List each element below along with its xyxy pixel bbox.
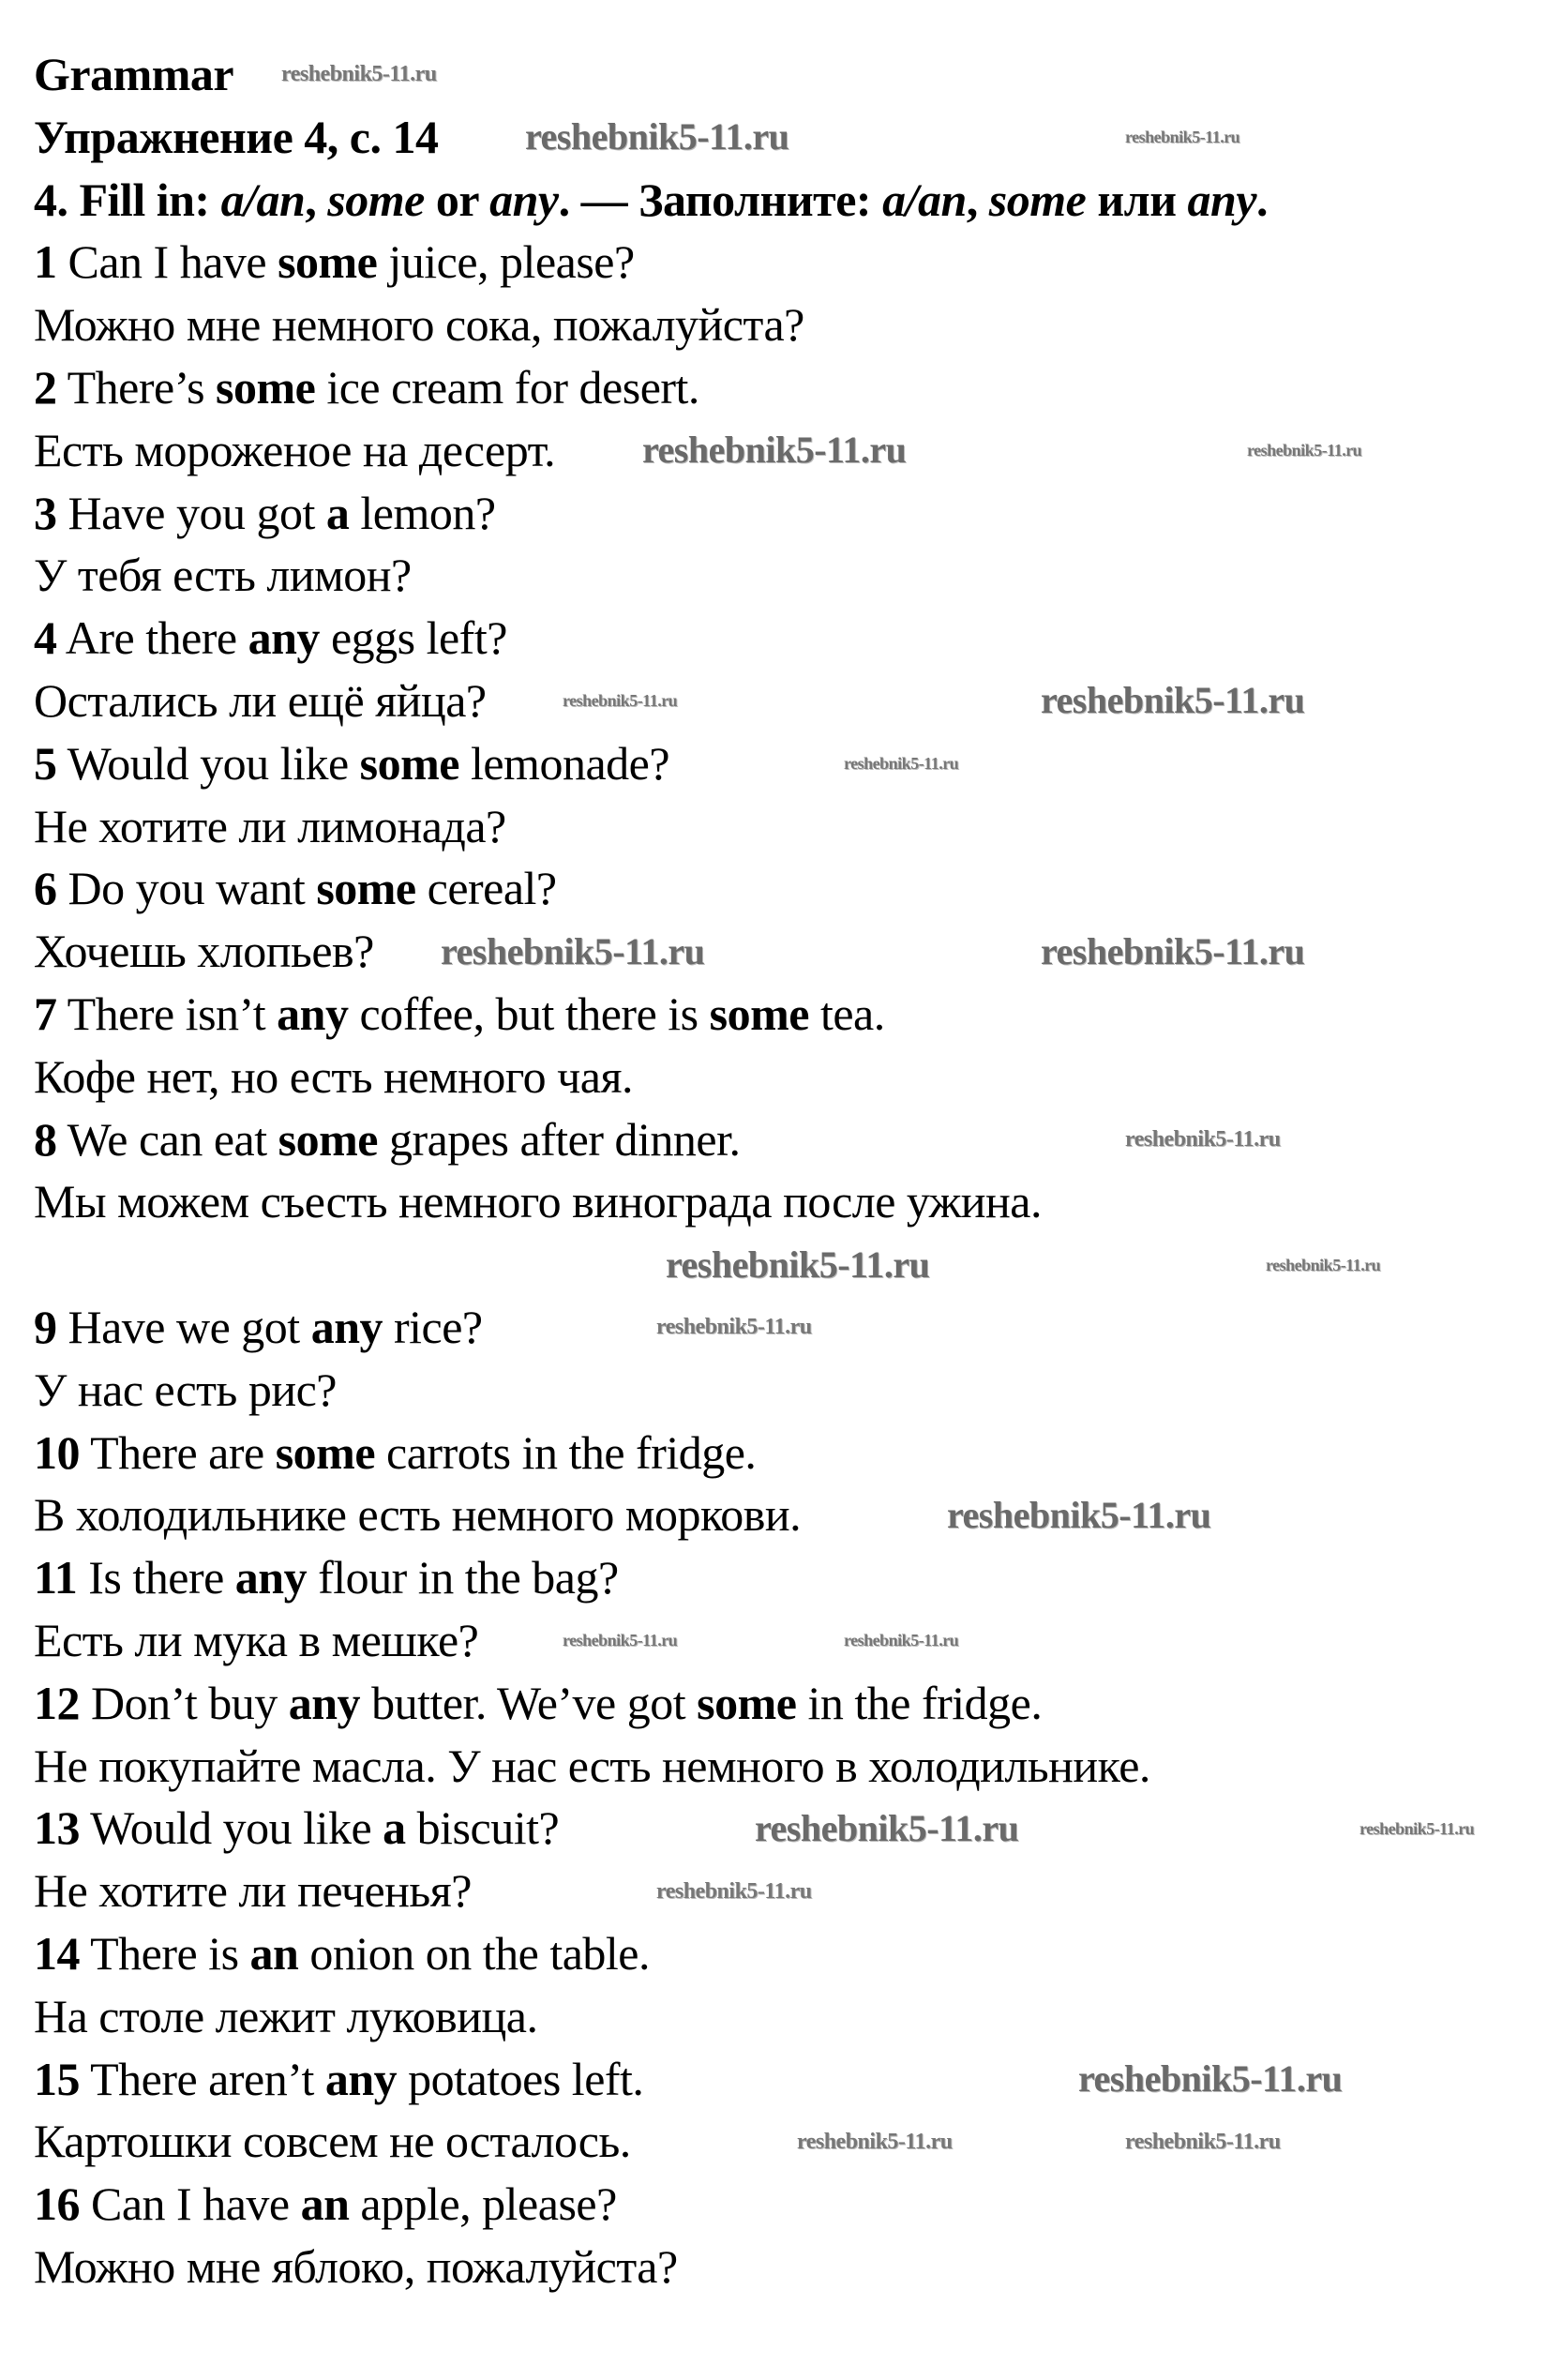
bold-text: or xyxy=(424,173,490,226)
russian-translation xyxy=(34,670,1534,732)
bold-text: 4 xyxy=(34,611,57,665)
bold-text: some xyxy=(216,360,316,414)
bold-text: a xyxy=(383,1801,406,1855)
text-segment: apple, please? xyxy=(349,2177,617,2231)
translation-text: У тебя есть лимон? xyxy=(34,549,412,602)
bold-text: an xyxy=(249,1926,299,1980)
bold-text: 3 xyxy=(34,486,57,539)
bold-text: 9 xyxy=(34,1300,57,1353)
bold-text: 15 xyxy=(34,2052,80,2105)
russian-translation xyxy=(34,920,1534,983)
watermark: reshebnik5-11.ru xyxy=(666,1243,930,1286)
bold-text: a xyxy=(325,486,350,539)
bold-text: any xyxy=(248,611,320,665)
english-sentence xyxy=(34,356,1534,419)
watermark: reshebnik5-11.ru xyxy=(1041,679,1305,722)
english-sentence xyxy=(34,732,1534,795)
russian-translation xyxy=(34,1046,1534,1108)
watermark: reshebnik5-11.ru xyxy=(281,62,437,87)
text-segment: rice? xyxy=(383,1300,483,1353)
watermark: reshebnik5-11.ru xyxy=(656,1878,812,1904)
watermark: reshebnik5-11.ru xyxy=(844,754,959,774)
bold-text: any xyxy=(324,2052,398,2105)
bold-text: an xyxy=(300,2177,350,2231)
text-segment: Would you like xyxy=(56,736,360,790)
english-sentence xyxy=(34,1546,1534,1609)
bold-text: some xyxy=(278,235,378,289)
text-segment: grapes after dinner. xyxy=(377,1112,741,1166)
watermark: reshebnik5-11.ru xyxy=(1266,1255,1381,1274)
bold-text: 10 xyxy=(34,1425,80,1479)
text-segment: carrots in the fridge. xyxy=(375,1425,757,1479)
translation-text: Есть ли мука в мешке? xyxy=(34,1613,479,1666)
text-segment: ice cream for desert. xyxy=(315,360,699,414)
section-heading: Grammar xyxy=(34,48,234,100)
watermark: reshebnik5-11.ru xyxy=(797,2129,953,2154)
translation-text: В холодильнике есть немного моркови. xyxy=(34,1488,802,1542)
text-segment: Have we got xyxy=(56,1300,311,1353)
text-segment: juice, please? xyxy=(377,235,635,289)
text-segment: There are xyxy=(80,1425,276,1479)
bold-text: 8 xyxy=(34,1112,57,1166)
watermark: reshebnik5-11.ru xyxy=(1125,2129,1281,2154)
bold-text: any xyxy=(288,1676,361,1729)
bold-text: any xyxy=(310,1300,383,1353)
bold-text: 4. Fill in: xyxy=(34,173,221,226)
watermark: reshebnik5-11.ru xyxy=(1078,2056,1343,2100)
bold-text: 7 xyxy=(34,987,57,1040)
bold-text: , xyxy=(966,173,989,226)
bold-text: 16 xyxy=(34,2177,80,2231)
translation-text: Не хотите ли лимонада? xyxy=(34,799,506,852)
english-sentence xyxy=(34,1422,1534,1484)
text-segment: Do you want xyxy=(56,862,317,915)
english-sentence xyxy=(34,231,1534,294)
bold-text: или xyxy=(1086,173,1188,226)
task-instruction xyxy=(34,169,1534,232)
bold-text: , xyxy=(305,173,328,226)
bold-text: some xyxy=(988,173,1087,226)
bold-text: some xyxy=(359,736,459,790)
english-sentence xyxy=(34,2173,1534,2236)
bold-text: some xyxy=(275,1425,376,1479)
watermark: reshebnik5-11.ru xyxy=(1125,128,1240,147)
watermark: reshebnik5-11.ru xyxy=(947,1493,1211,1536)
text-segment: coffee, but there is xyxy=(348,987,710,1040)
english-sentence xyxy=(34,607,1534,670)
text-segment: Are there xyxy=(56,611,248,665)
translation-text: На столе лежит луковица. xyxy=(34,1989,538,2042)
text-segment: Can I have xyxy=(80,2177,301,2231)
text-segment: There is xyxy=(80,1926,250,1980)
watermark: reshebnik5-11.ru xyxy=(1041,929,1305,972)
russian-translation xyxy=(34,2236,1534,2298)
text-segment: Would you like xyxy=(80,1801,383,1855)
text-segment: Have you got xyxy=(56,486,326,539)
bold-text: any xyxy=(277,987,349,1040)
translation-text: Хочешь хлопьев? xyxy=(34,925,374,978)
text-segment: potatoes left. xyxy=(397,2052,644,2105)
bold-text: 2 xyxy=(34,360,57,414)
exercise-document xyxy=(34,43,1534,2298)
watermark: reshebnik5-11.ru xyxy=(1359,1818,1475,1838)
translation-text: Не покупайте масла. У нас есть немного в холодильнике. xyxy=(34,1739,1150,1792)
english-sentence xyxy=(34,983,1534,1046)
russian-translation xyxy=(34,795,1534,858)
text-segment: in the fridge. xyxy=(796,1676,1043,1729)
bold-text: 14 xyxy=(34,1926,80,1980)
bold-text: 6 xyxy=(34,862,57,915)
russian-translation xyxy=(34,1735,1534,1798)
text-segment: onion on the table. xyxy=(298,1926,650,1980)
bold-text: any xyxy=(1187,173,1257,226)
russian-translation xyxy=(34,294,1534,356)
watermark: reshebnik5-11.ru xyxy=(755,1806,1019,1849)
watermark: reshebnik5-11.ru xyxy=(1125,1126,1281,1152)
watermark: reshebnik5-11.ru xyxy=(642,429,907,472)
translation-text: Можно мне немного сока, пожалуйста? xyxy=(34,298,804,352)
translation-text: У нас есть рис? xyxy=(34,1363,337,1416)
exercise-heading: Упражнение 4, с. 14 xyxy=(34,110,439,163)
watermark: reshebnik5-11.ru xyxy=(656,1315,812,1340)
english-sentence xyxy=(34,1108,1534,1171)
bold-text: a/an xyxy=(220,173,306,226)
russian-translation xyxy=(34,2110,1534,2173)
text-segment: cereal? xyxy=(415,862,557,915)
bold-text: . — Заполните: xyxy=(558,173,883,226)
text-segment: Don’t buy xyxy=(80,1676,289,1729)
text-segment: butter. We’ve got xyxy=(360,1676,698,1729)
translation-text: Есть мороженое на десерт. xyxy=(34,423,556,476)
bold-text: 13 xyxy=(34,1801,80,1855)
bold-text: some xyxy=(278,1112,378,1166)
russian-translation xyxy=(34,544,1534,607)
watermark: reshebnik5-11.ru xyxy=(563,691,678,711)
text-segment: lemon? xyxy=(349,486,496,539)
text-segment: Is there xyxy=(77,1551,235,1604)
translation-text: Остались ли ещё яйца? xyxy=(34,673,487,727)
english-sentence xyxy=(34,1922,1534,1985)
translation-text: Картошки совсем не осталось. xyxy=(34,2115,631,2168)
text-segment: tea. xyxy=(808,987,885,1040)
russian-translation xyxy=(34,1985,1534,2048)
bold-text: 11 xyxy=(34,1551,78,1604)
russian-translation xyxy=(34,1359,1534,1422)
translation-text: Кофе нет, но есть немного чая. xyxy=(34,1049,633,1103)
bold-text: 5 xyxy=(34,736,57,790)
translation-text: Мы можем съесть немного винограда после ужина. xyxy=(34,1175,1042,1228)
bold-text: some xyxy=(316,862,416,915)
text-segment: There aren’t xyxy=(80,2052,325,2105)
text-segment: There’s xyxy=(56,360,217,414)
bold-text: some xyxy=(697,1676,797,1729)
watermark: reshebnik5-11.ru xyxy=(525,115,789,158)
translation-text: Не хотите ли печенья? xyxy=(34,1864,472,1918)
russian-translation xyxy=(34,1170,1534,1233)
bold-text: . xyxy=(1256,173,1269,226)
text-segment: Can I have xyxy=(56,235,278,289)
text-segment: There isn’t xyxy=(56,987,278,1040)
english-sentence xyxy=(34,857,1534,920)
bold-text: any xyxy=(234,1551,308,1604)
english-sentence xyxy=(34,1672,1534,1735)
watermark: reshebnik5-11.ru xyxy=(844,1631,959,1650)
bold-text: some xyxy=(709,987,809,1040)
bold-text: any xyxy=(489,173,559,226)
text-segment: flour in the bag? xyxy=(307,1551,619,1604)
bold-text: a/an xyxy=(882,173,967,226)
watermark: reshebnik5-11.ru xyxy=(563,1631,678,1650)
translation-text: Можно мне яблоко, пожалуйста? xyxy=(34,2239,678,2293)
text-segment: We can eat xyxy=(56,1112,278,1166)
bold-text: 12 xyxy=(34,1676,80,1729)
russian-translation xyxy=(34,1484,1534,1546)
english-sentence xyxy=(34,482,1534,545)
text-segment: lemonade? xyxy=(458,736,670,790)
watermark: reshebnik5-11.ru xyxy=(441,929,705,972)
text-segment: biscuit? xyxy=(405,1801,560,1855)
bold-text: some xyxy=(327,173,425,226)
bold-text: 1 xyxy=(34,235,57,289)
russian-translation xyxy=(34,1609,1534,1672)
text-segment: eggs left? xyxy=(319,611,507,665)
watermark: reshebnik5-11.ru xyxy=(1247,441,1362,460)
